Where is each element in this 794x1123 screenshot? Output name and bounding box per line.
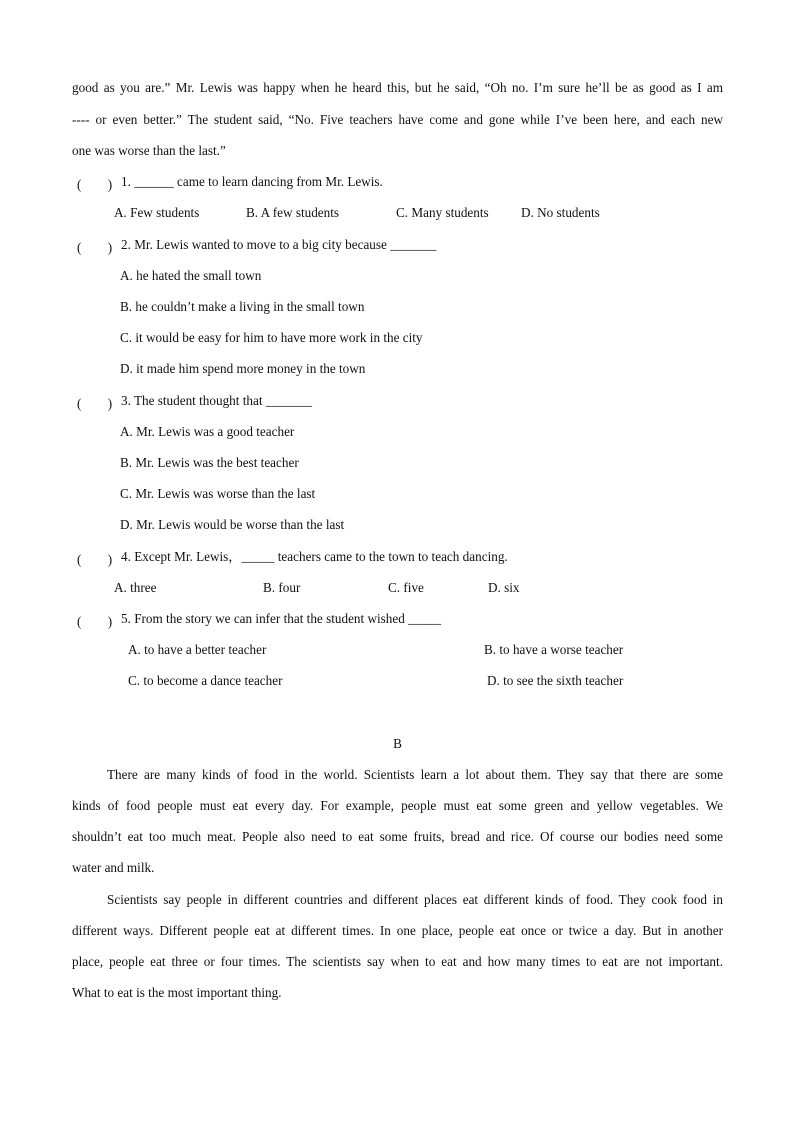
passage-b-p1-line-1: There are many kinds of food in the world. Scientists learn a lot about them. They say that there are some (107, 767, 723, 782)
passage-b-p1-line-4: water and milk. (72, 860, 155, 875)
option-4c: C. five (388, 580, 424, 595)
option-3c: C. Mr. Lewis was worse than the last (120, 486, 316, 501)
option-1a: A. Few students (114, 205, 200, 220)
option-4d: D. six (488, 580, 520, 595)
option-4b: B. four (263, 580, 301, 595)
question-stem-2: 2. Mr. Lewis wanted to move to a big city because _______ (121, 237, 437, 252)
answer-blank-1[interactable]: ( ) (77, 177, 113, 192)
passage-b-p2-line-1: Scientists say people in different countries and different places eat different kinds of food. They cook food in (107, 892, 723, 907)
answer-blank-3[interactable]: ( ) (77, 396, 113, 411)
option-2a: A. he hated the small town (120, 268, 262, 283)
option-1b: B. A few students (246, 205, 340, 220)
answer-blank-4[interactable]: ( ) (77, 552, 113, 567)
passage-b-p1-line-3: shouldn’t eat too much meat. People also need to eat some fruits, bread and rice. Of course our bodies need some (72, 829, 723, 844)
option-3a: A. Mr. Lewis was a good teacher (120, 424, 295, 439)
option-3b: B. Mr. Lewis was the best teacher (120, 455, 299, 470)
question-stem-4: 4. Except Mr. Lewis，_____ teachers came to the town to teach dancing. (121, 549, 508, 564)
option-2b: B. he couldn’t make a living in the small town (120, 299, 365, 314)
option-2c: C. it would be easy for him to have more work in the city (120, 330, 423, 345)
option-4a: A. three (114, 580, 157, 595)
section-heading-b: B (393, 736, 402, 751)
option-5a: A. to have a better teacher (128, 642, 267, 657)
passage-b-p2-line-3: place, people eat three or four times. The scientists say when to eat and how many times to eat are not important. (72, 954, 723, 969)
option-3d: D. Mr. Lewis would be worse than the last (120, 517, 345, 532)
passage-b-p1-line-2: kinds of food people must eat every day. For example, people must eat some green and yellow vegetables. We (72, 798, 723, 813)
option-5c: C. to become a dance teacher (128, 673, 283, 688)
question-stem-1: 1. ______ came to learn dancing from Mr. Lewis. (121, 174, 383, 189)
answer-blank-5[interactable]: ( ) (77, 614, 113, 629)
question-stem-3: 3. The student thought that _______ (121, 393, 312, 408)
option-5b: B. to have a worse teacher (484, 642, 624, 657)
option-1c: C. Many students (396, 205, 489, 220)
passage-b-p2-line-2: different ways. Different people eat at different times. In one place, people eat once or twice a day. But in another (72, 923, 723, 938)
passage-a-line-1: good as you are.” Mr. Lewis was happy when he heard this, but he said, “Oh no. I’m sure he’ll be as good as I am (72, 80, 723, 95)
option-5d: D. to see the sixth teacher (487, 673, 624, 688)
question-stem-5: 5. From the story we can infer that the student wished _____ (121, 611, 442, 626)
answer-blank-2[interactable]: ( ) (77, 240, 113, 255)
passage-a-line-3: one was worse than the last.” (72, 143, 226, 158)
option-1d: D. No students (521, 205, 600, 220)
passage-a-line-2: ---- or even better.” The student said, “No. Five teachers have come and gone while I’ve been here, and each new (72, 112, 723, 127)
passage-b-p2-line-4: What to eat is the most important thing. (72, 985, 282, 1000)
option-2d: D. it made him spend more money in the town (120, 361, 366, 376)
